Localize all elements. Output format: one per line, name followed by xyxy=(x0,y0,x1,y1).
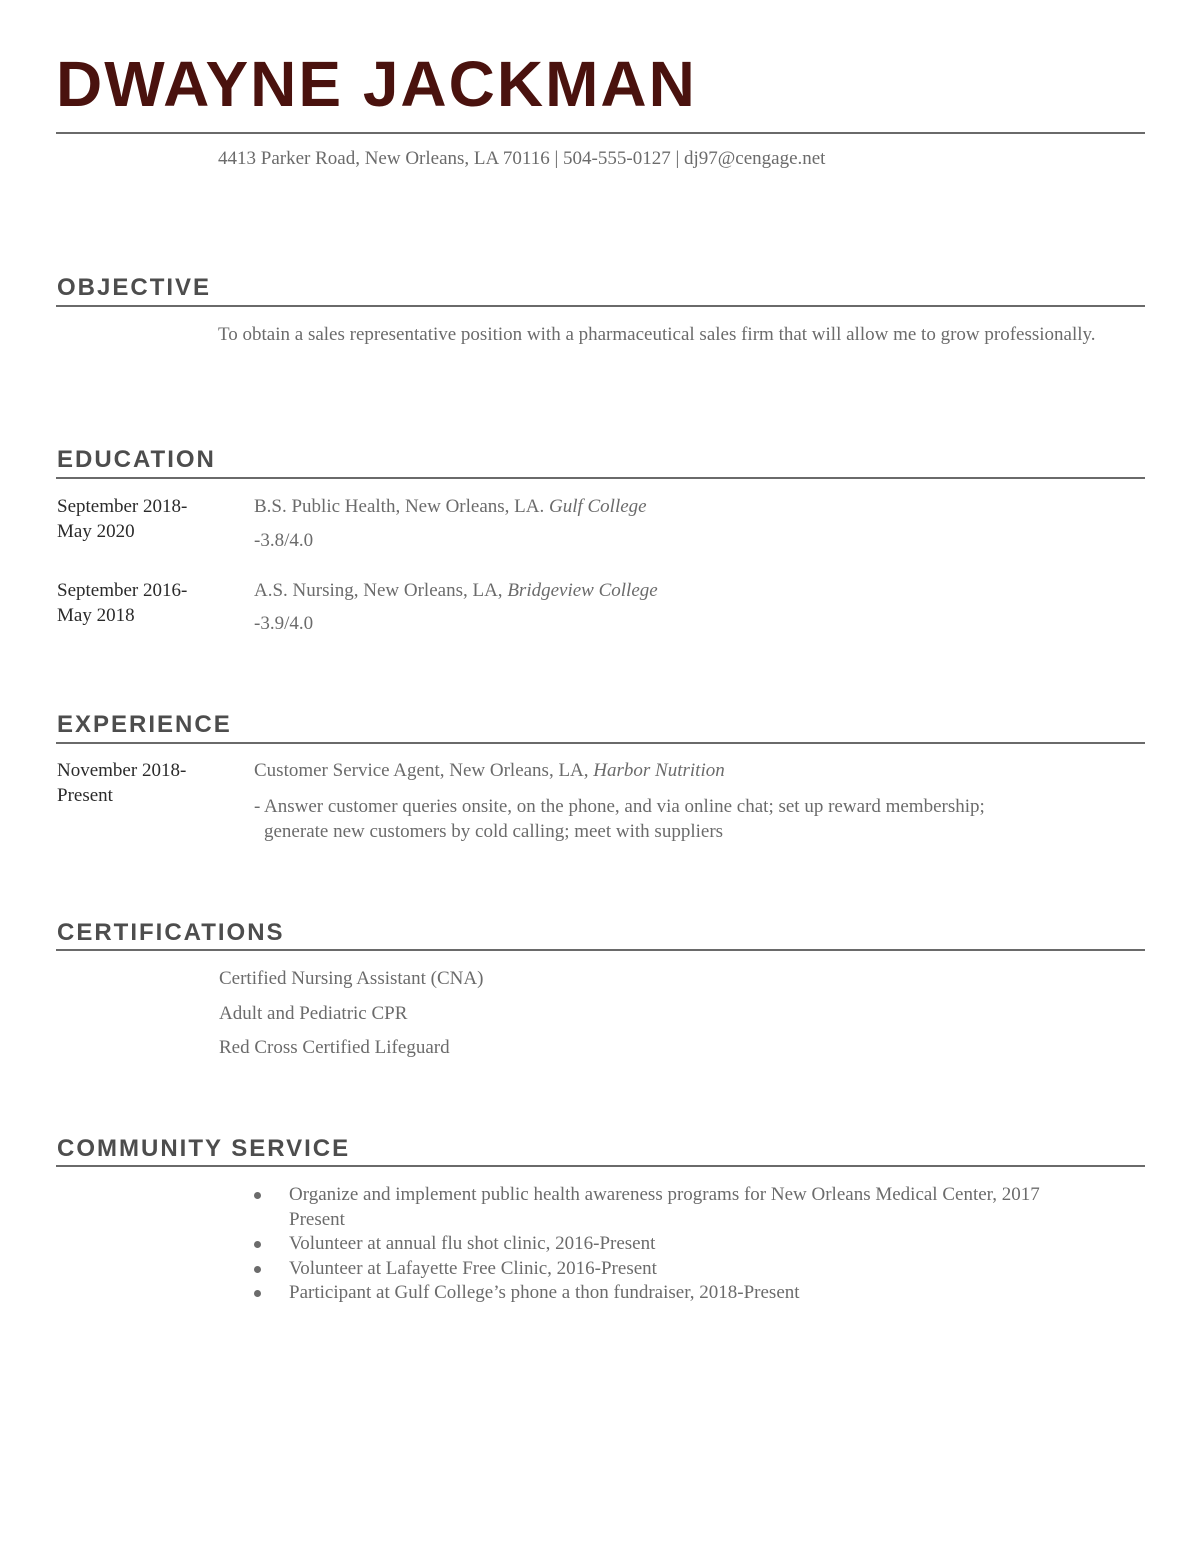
degree-text: B.S. Public Health, New Orleans, LA. xyxy=(254,496,549,517)
certifications-divider xyxy=(56,949,1145,951)
job-title: Customer Service Agent, New Orleans, LA, xyxy=(254,760,594,781)
community-service-list xyxy=(250,1183,1040,1306)
education-divider xyxy=(56,477,1145,479)
experience-title-1 xyxy=(254,758,725,783)
education-degree-2 xyxy=(254,578,658,603)
degree-text: A.S. Nursing, New Orleans, LA, xyxy=(254,580,508,601)
community-service-heading: COMMUNITY SERVICE xyxy=(57,1135,351,1162)
education-degree-1 xyxy=(254,494,647,519)
candidate-name: DWAYNE JACKMAN xyxy=(56,48,697,120)
bullet-icon xyxy=(254,1241,261,1248)
list-item xyxy=(250,1183,1040,1232)
school-name: Gulf College xyxy=(548,496,647,517)
education-date-start: September 2018- xyxy=(57,496,188,517)
list-item xyxy=(250,1281,1040,1306)
header-divider xyxy=(56,132,1145,134)
experience-date-1 xyxy=(57,758,186,808)
education-date-start: September 2016- xyxy=(57,580,188,601)
community-service-text: Volunteer at annual flu shot clinic, 2016-Present xyxy=(289,1233,656,1254)
education-gpa-1: -3.8/4.0 xyxy=(254,530,314,551)
school-name: Bridgeview College xyxy=(507,580,658,601)
contact-info: 4413 Parker Road, New Orleans, LA 70116 | 504-555-0127 | dj97@cengage.net xyxy=(218,148,826,169)
certification-item: Red Cross Certified Lifeguard xyxy=(219,1037,450,1058)
experience-duties-line-1: - Answer customer queries onsite, on the phone, and via online chat; set up reward membership; xyxy=(254,796,985,817)
community-service-text: Participant at Gulf College’s phone a thon fundraiser, 2018-Present xyxy=(289,1282,800,1303)
objective-text: To obtain a sales representative position with a pharmaceutical sales firm that will allow me to grow professionally. xyxy=(218,324,1096,345)
education-heading: EDUCATION xyxy=(57,446,216,473)
education-date-1 xyxy=(57,494,187,544)
bullet-icon xyxy=(254,1290,261,1297)
education-date-end: May 2018 xyxy=(57,605,135,626)
education-date-2 xyxy=(57,578,187,628)
community-service-divider xyxy=(56,1165,1145,1167)
experience-heading: EXPERIENCE xyxy=(57,711,232,738)
certification-item: Adult and Pediatric CPR xyxy=(219,1003,408,1024)
objective-divider xyxy=(56,305,1145,307)
experience-divider xyxy=(56,742,1145,744)
bullet-icon xyxy=(254,1192,261,1199)
certifications-heading: CERTIFICATIONS xyxy=(57,919,285,946)
education-date-end: May 2020 xyxy=(57,521,135,542)
bullet-icon xyxy=(254,1266,261,1273)
list-item xyxy=(250,1257,1040,1282)
company-name: Harbor Nutrition xyxy=(593,760,725,781)
certification-item: Certified Nursing Assistant (CNA) xyxy=(219,968,484,989)
community-service-text: Volunteer at Lafayette Free Clinic, 2016-Present xyxy=(289,1257,657,1279)
list-item xyxy=(250,1232,1040,1257)
objective-heading: OBJECTIVE xyxy=(57,274,212,301)
experience-date-start: November 2018- xyxy=(57,760,187,781)
education-gpa-2: -3.9/4.0 xyxy=(254,613,314,634)
experience-duties-line-2: generate new customers by cold calling; meet with suppliers xyxy=(264,821,724,842)
experience-date-end: Present xyxy=(57,785,113,806)
community-service-text: Organize and implement public health awareness programs for New Orleans Medical Center, 2017 Present xyxy=(289,1184,1040,1230)
